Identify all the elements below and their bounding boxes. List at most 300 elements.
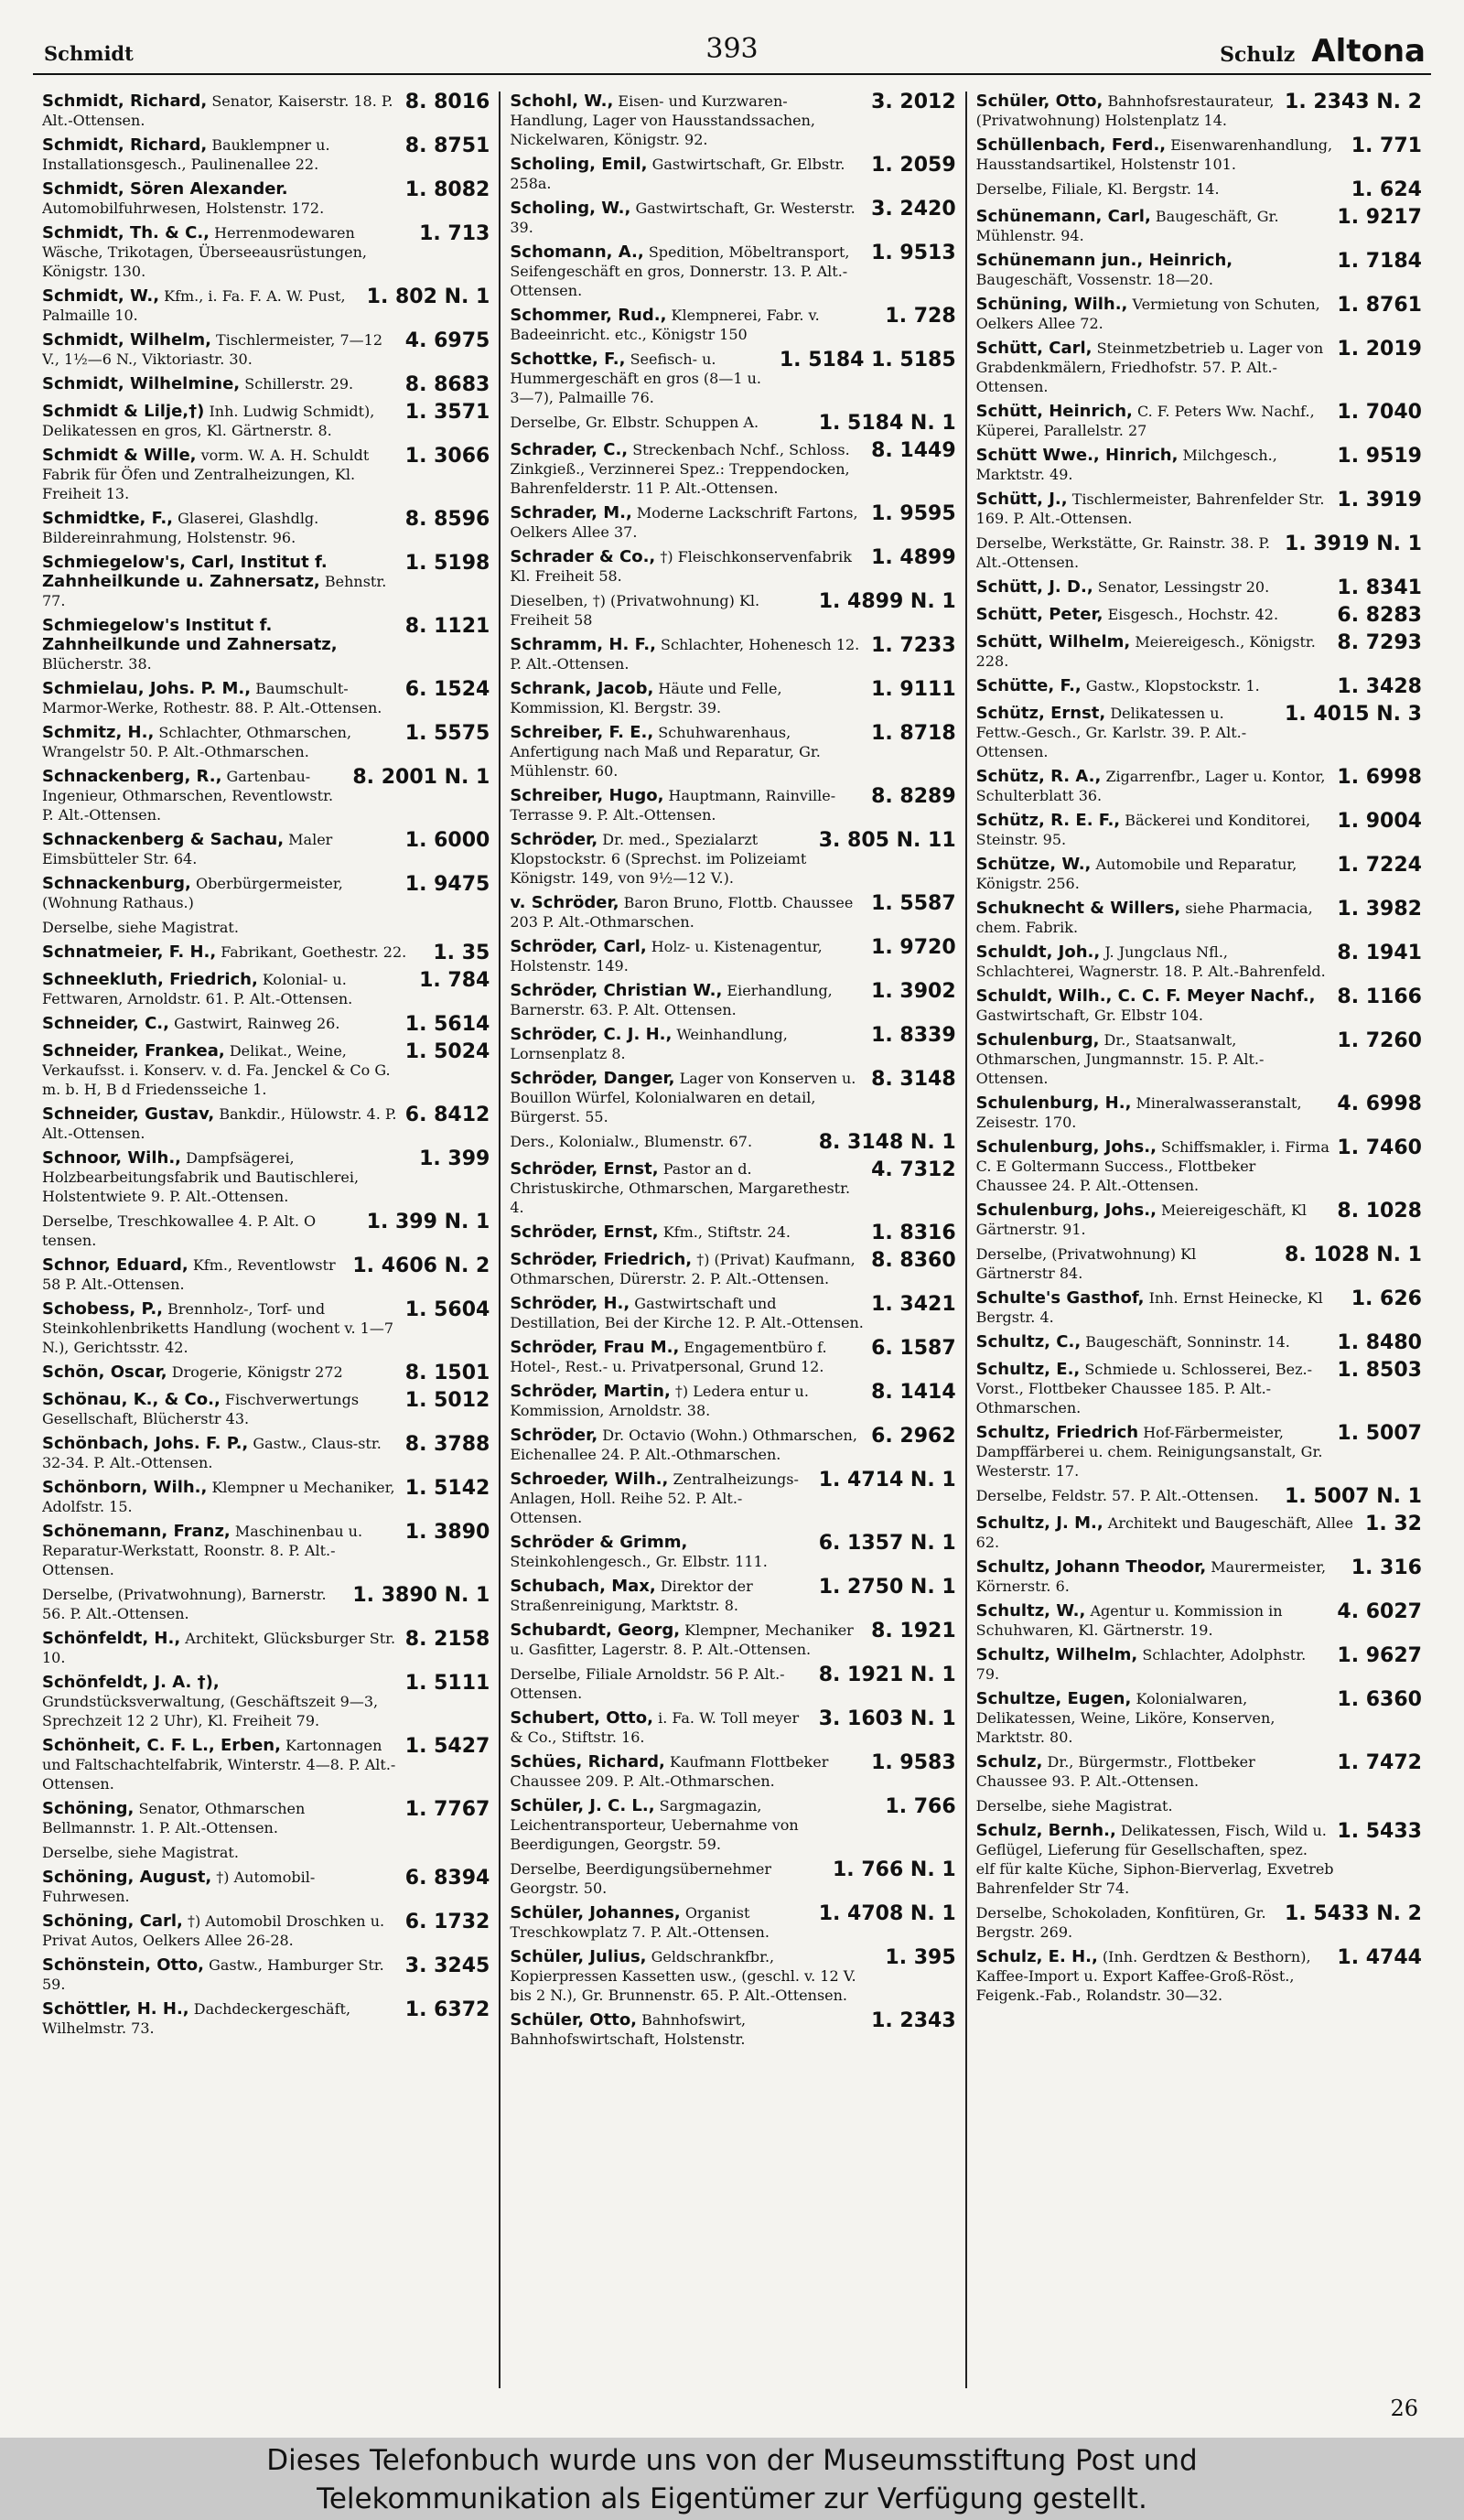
listing-entry: [976, 207, 1422, 245]
phone-number: 1. 5111: [404, 1673, 490, 1695]
subscriber-details: Meiereigeschäft, Kl Gärtnerstr. 91.: [975, 1201, 1308, 1238]
subscriber-details: Klempner u Mechaniker, Adolfstr. 15.: [42, 1479, 395, 1515]
subscriber-details: Eisgesch., Hochstr. 42.: [1107, 606, 1279, 623]
listing-entry: [510, 413, 955, 435]
listing-entry: [42, 723, 490, 761]
listing-column-1: [33, 92, 499, 2388]
listing-entry: [42, 179, 490, 218]
subscriber-details: Sargmagazin, Leichentransporteur, Uebernahme von Beerdigungen, Georgstr. 59.: [510, 1797, 799, 1853]
listing-entry: [510, 1294, 955, 1332]
listing-entry: [42, 135, 490, 174]
subscriber-details: Lager von Konserven u. Bouillon Würfel, Kolonialwaren en detail, Bürgerst. 55.: [510, 1070, 856, 1125]
listing-entry: [510, 1664, 955, 1703]
listing-entry: [510, 1796, 955, 1854]
listing-entry: [510, 723, 955, 781]
subscriber-details: Geldschrankfbr., Kopierpressen Kassetten usw., (geschl. v. 12 V. bis 2 N.), Gr. Brunnenstr. 65. P. Alt.-Ottensen.: [510, 1948, 856, 2004]
subscriber-details: Gastwirtschaft, Gr. Elbstr. 258a.: [510, 156, 845, 192]
subscriber-name: Schmidt & Lilje,†): [42, 402, 205, 421]
listing-entry: [42, 1799, 490, 1837]
phone-number: 1. 7767: [404, 1799, 490, 1821]
listing-entry: [976, 490, 1422, 528]
listing-entry: [510, 981, 955, 1019]
subscriber-name: Schomann, A.,: [510, 242, 644, 262]
subscriber-details: Senator, Othmarschen Bellmannstr. 1. P. Alt.-Ottensen.: [42, 1800, 306, 1836]
subscriber-details: Derselbe, Filiale, Kl. Bergstr. 14.: [975, 180, 1220, 198]
listing-entry: [976, 1821, 1422, 1898]
listing-entry: [976, 577, 1422, 599]
phone-number: 1. 9595: [871, 503, 956, 525]
subscriber-details: Schlachter, Hohenesch 12. P. Alt.-Ottensen.: [510, 636, 860, 673]
subscriber-name: Schütt, J. D.,: [975, 577, 1093, 597]
subscriber-details: Ders., Kolonialw., Blumenstr. 67.: [510, 1133, 753, 1150]
listing-entry: [42, 374, 490, 396]
subscriber-details: Derselbe, Feldstr. 57. P. Alt.-Ottensen.: [975, 1487, 1259, 1504]
subscriber-name: Schüning, Wilh.,: [975, 295, 1128, 314]
listing-entry: [510, 503, 955, 542]
listing-entry: [510, 306, 955, 344]
subscriber-name: Schüler, Otto,: [510, 2010, 638, 2030]
subscriber-name: Schüler, J. C. L.,: [510, 1796, 655, 1815]
listing-entry: [42, 1212, 490, 1250]
phone-number: 1. 9004: [1337, 811, 1422, 833]
listing-entry: [976, 855, 1422, 893]
subscriber-details: Tischlermeister, 7—12 V., 1½—6 N., Viktoriastr. 30.: [42, 331, 383, 368]
listing-entry: [976, 1137, 1422, 1195]
subscriber-name: Schröder, H.,: [510, 1294, 630, 1313]
subscriber-details: Klempnerei, Fabr. v. Badeeinricht. etc., Königstr 150: [510, 307, 820, 343]
listing-entry: [42, 1912, 490, 1950]
phone-number: 8. 1449: [871, 440, 956, 462]
phone-number: 8. 1501: [404, 1362, 490, 1384]
listing-column-3: [965, 92, 1431, 2388]
phone-number: 8. 8683: [404, 374, 490, 396]
listing-entry: [42, 1255, 490, 1294]
subscriber-details: †) Fleischkonservenfabrik Kl. Freiheit 58.: [510, 548, 852, 585]
subscriber-details: Gastwirtschaft, Gr. Elbstr 104.: [975, 1007, 1203, 1024]
listing-entry: [510, 199, 955, 237]
subscriber-name: Schönau, K., & Co.,: [42, 1390, 221, 1409]
phone-number: 1. 3421: [871, 1294, 956, 1316]
subscriber-name: Schönfeldt, H.,: [42, 1629, 181, 1648]
phone-number: 8. 3148: [871, 1069, 956, 1091]
subscriber-details: Milchgesch., Marktstr. 49.: [975, 447, 1277, 483]
subscriber-details: Schillerstr. 29.: [244, 375, 354, 393]
phone-number: 1. 7260: [1337, 1030, 1422, 1052]
subscriber-details: Maschinenbau u. Reparatur-Werkstatt, Roonstr. 8. P. Alt.-Ottensen.: [42, 1523, 363, 1578]
listing-entry: [42, 286, 490, 325]
phone-number: 1. 5184 N. 1: [818, 413, 956, 435]
subscriber-name: Schütz, R. E. F.,: [975, 811, 1121, 830]
subscriber-name: Schönborn, Wilh.,: [42, 1478, 208, 1497]
subscriber-details: Kaufmann Flottbeker Chaussee 209. P. Alt.-Othmarschen.: [510, 1753, 829, 1790]
subscriber-details: Bauklempner u. Installationsgesch., Paulinenallee 22.: [42, 136, 330, 173]
subscriber-name: Schütt, Peter,: [975, 605, 1103, 624]
phone-number: 1. 3571: [404, 402, 490, 424]
phone-number: 8. 2158: [404, 1629, 490, 1651]
listing-entry: [976, 1947, 1422, 2005]
phone-number: 4. 6975: [404, 330, 490, 352]
listing-entry: [42, 1843, 490, 1862]
listing-entry: [510, 1069, 955, 1126]
listing-entry: [42, 970, 490, 1008]
listing-entry: [510, 1947, 955, 2005]
subscriber-details: †) Automobil-Fuhrwesen.: [42, 1868, 316, 1905]
phone-number: 1. 316: [1351, 1557, 1422, 1579]
phone-number: 1. 766: [885, 1796, 956, 1818]
subscriber-name: Schönfeldt, J. A. †),: [42, 1673, 220, 1692]
subscriber-details: †) (Privat) Kaufmann, Othmarschen, Dürerstr. 2. P. Alt.-Ottensen.: [510, 1251, 856, 1287]
banner-line-2: Telekommunikation als Eigentümer zur Verfügung gestellt.: [317, 2482, 1147, 2515]
listing-entry: [510, 1533, 955, 1571]
subscriber-name: Schües, Richard,: [510, 1752, 665, 1772]
subscriber-details: Gastwirtschaft, Gr. Westerstr. 39.: [510, 199, 856, 236]
phone-number: 1. 9111: [871, 679, 956, 701]
subscriber-details: Mineralwasseranstalt, Zeisestr. 170.: [975, 1094, 1302, 1131]
listing-entry: [976, 1689, 1422, 1747]
phone-number: 1. 7040: [1337, 402, 1422, 424]
listing-entry: [42, 767, 490, 824]
subscriber-details: Schlachter, Adolphstr. 79.: [975, 1646, 1307, 1683]
subscriber-details: Bahnhofswirt, Bahnhofswirtschaft, Holstenstr.: [510, 2011, 747, 2048]
subscriber-name: Schröder, Frau M.,: [510, 1338, 680, 1357]
listing-entry: [976, 446, 1422, 484]
phone-number: 6. 1587: [871, 1338, 956, 1360]
phone-number: 8. 8360: [871, 1250, 956, 1272]
subscriber-name: Schulz, E. H.,: [975, 1947, 1098, 1966]
subscriber-details: Derselbe, (Privatwohnung), Barnerstr. 56. P. Alt.-Ottensen.: [42, 1586, 327, 1622]
phone-number: 3. 2420: [871, 199, 956, 221]
subscriber-name: Schmiegelow's, Carl, Institut f. Zahnheilkunde u. Zahnersatz,: [42, 553, 328, 591]
listing-entry: [510, 830, 955, 888]
phone-number: 1. 399 N. 1: [366, 1212, 490, 1233]
subscriber-details: Dampfsägerei, Holzbearbeitungsfabrik und Bautischlerei, Holstentwiete 9. P. Alt.-Ottensen.: [42, 1149, 360, 1205]
listing-entry: [976, 92, 1422, 130]
listing-entry: [42, 1390, 490, 1428]
subscriber-details: Bahnhofsrestaurateur, (Privatwohnung) Holstenplatz 14.: [975, 92, 1275, 129]
phone-number: 1. 4899 N. 1: [818, 591, 956, 613]
phone-number: 1. 8480: [1337, 1332, 1422, 1354]
listing-entry: [976, 1752, 1422, 1791]
listing-entry: [510, 1338, 955, 1376]
subscriber-details: Maler Eimsbütteler Str. 64.: [42, 831, 333, 867]
phone-number: 1. 5007 N. 1: [1285, 1486, 1422, 1508]
phone-number: 1. 626: [1351, 1288, 1422, 1310]
phone-number: 1. 32: [1365, 1513, 1422, 1535]
listing-entry: [42, 1673, 490, 1730]
phone-number: 1. 5575: [404, 723, 490, 745]
listing-entry: [42, 1868, 490, 1906]
phone-number: 8. 1921: [871, 1621, 956, 1642]
listing-entry: [510, 92, 955, 149]
subscriber-details: Drogerie, Königstr 272: [171, 1363, 343, 1381]
subscriber-name: Schohl, W.,: [510, 92, 614, 111]
subscriber-name: Schröder, Danger,: [510, 1069, 675, 1088]
listing-entry: [42, 874, 490, 912]
subscriber-name: Schütz, Ernst,: [975, 704, 1106, 723]
header-city: Altona: [1311, 33, 1426, 70]
subscriber-details: Baumschult-Marmor-Werke, Rothestr. 88. P. Alt.-Ottensen.: [42, 680, 382, 716]
listing-entry: [976, 1093, 1422, 1132]
listing-entry: [510, 591, 955, 630]
subscriber-details: Automobilfuhrwesen, Holstenstr. 172.: [42, 199, 325, 217]
subscriber-name: Schmidt, Richard,: [42, 135, 208, 155]
subscriber-details: Dr., Bürgermstr., Flottbeker Chaussee 93. P. Alt.-Ottensen.: [975, 1753, 1255, 1790]
listing-entry: [510, 635, 955, 673]
listing-entry: [42, 223, 490, 281]
subscriber-details: Agentur u. Kommission in Schuhwaren, Kl. Gärtnerstr. 19.: [975, 1602, 1283, 1639]
subscriber-details: Kfm., i. Fa. F. A. W. Pust, Palmaille 10.: [42, 287, 346, 324]
phone-number: 1. 3890: [404, 1522, 490, 1544]
subscriber-name: Schnackenberg, R.,: [42, 767, 222, 786]
subscriber-details: Kfm., Stiftstr. 24.: [662, 1223, 791, 1241]
subscriber-details: Derselbe, Treschkowallee 4. P. Alt. O tensen.: [42, 1212, 317, 1249]
subscriber-details: Spedition, Möbeltransport, Seifengeschäft en gros, Donnerstr. 13. P. Alt.-Ottensen.: [510, 243, 850, 299]
subscriber-name: Schulte's Gasthof,: [975, 1288, 1145, 1308]
subscriber-details: Kartonnagen und Faltschachtelfabrik, Winterstr. 4—8. P. Alt.-Ottensen.: [42, 1737, 396, 1793]
listing-entry: [510, 1132, 955, 1154]
subscriber-name: Schütte, F.,: [975, 676, 1082, 695]
subscriber-details: Schuhwarenhaus, Anfertigung nach Maß und Reparatur, Gr. Mühlenstr. 60.: [510, 724, 821, 780]
phone-number: 1. 7184: [1337, 251, 1422, 273]
phone-number: 1. 5007: [1337, 1423, 1422, 1445]
subscriber-details: Bankdir., Hülowstr. 4. P. Alt.-Ottensen.: [42, 1105, 397, 1142]
listing-entry: [976, 986, 1422, 1025]
header-left-keyword: Schmidt: [44, 42, 134, 65]
listing-entry: [510, 893, 955, 932]
subscriber-details: Delikat., Weine, Verkaufsst. i. Konserv. v. d. Fa. Jenckel & Co G. m. b. H, B d Friedensseiche 1.: [42, 1042, 391, 1098]
phone-number: 1. 728: [885, 306, 956, 328]
listing-entry: [510, 350, 955, 407]
listing-entry: [42, 509, 490, 547]
phone-number: 1. 8341: [1337, 577, 1422, 599]
phone-number: 1. 4899: [871, 547, 956, 569]
subscriber-details: vorm. W. A. H. Schuldt Fabrik für Öfen und Zentralheizungen, Kl. Freiheit 13.: [42, 447, 370, 502]
subscriber-details: Eisenwarenhandlung, Hausstandsartikel, Holstenstr 101.: [975, 136, 1333, 173]
subscriber-name: Schultz, E.,: [975, 1360, 1081, 1379]
listing-entry: [976, 1201, 1422, 1239]
phone-number: 1. 9475: [404, 874, 490, 896]
subscriber-details: Zentralheizungs-Anlagen, Holl. Reihe 52. P. Alt.-Ottensen.: [510, 1470, 799, 1526]
phone-number: 8. 1028 N. 1: [1285, 1244, 1422, 1266]
listing-entry: [976, 1601, 1422, 1640]
subscriber-name: Schröder, C. J. H.,: [510, 1025, 673, 1044]
phone-number: 4. 6027: [1337, 1601, 1422, 1623]
phone-number: 1. 4708 N. 1: [818, 1903, 956, 1925]
listing-entry: [42, 1041, 490, 1099]
phone-number: 1. 7460: [1337, 1137, 1422, 1159]
subscriber-name: Schultz, W.,: [975, 1601, 1086, 1621]
subscriber-name: Schubert, Otto,: [510, 1708, 653, 1728]
listing-entry: [42, 553, 490, 610]
phone-number: 1. 8718: [871, 723, 956, 745]
listing-entry: [42, 1299, 490, 1357]
phone-number: 8. 1166: [1337, 986, 1422, 1008]
page-number: 393: [705, 33, 759, 65]
phone-number: 8. 2001 N. 1: [352, 767, 490, 789]
phone-number: 1. 3902: [871, 981, 956, 1003]
listing-entry: [42, 1014, 490, 1036]
subscriber-details: †) Ledera entur u. Kommission, Arnoldstr. 38.: [510, 1383, 809, 1419]
listing-entry: [976, 1332, 1422, 1354]
subscriber-name: Schröder, Martin,: [510, 1382, 671, 1401]
subscriber-name: Schnackenberg & Sachau,: [42, 830, 285, 849]
subscriber-details: Moderne Lackschrift Fartons, Oelkers Allee 37.: [510, 504, 858, 541]
subscriber-details: Oberbürgermeister, (Wohnung Rathaus.): [42, 875, 343, 911]
subscriber-name: Schünemann, Carl,: [975, 207, 1151, 226]
subscriber-name: Schneider, Frankea,: [42, 1041, 225, 1061]
subscriber-name: Schmidt, Wilhelmine,: [42, 374, 241, 393]
subscriber-details: Holz- u. Kistenagentur, Holstenstr. 149.: [510, 938, 823, 975]
header-right-keyword: Schulz: [1220, 43, 1296, 67]
phone-number: 1. 4714 N. 1: [818, 1470, 956, 1492]
subscriber-details: Delikatessen, Fisch, Wild u. Geflügel, Lieferung für Gesellschaften, spez. elf für kalte Küche, Siphon-Bierverlag, Exvetreb Bahrenfelder Str 74.: [975, 1822, 1334, 1897]
phone-number: 1. 2750 N. 1: [818, 1577, 956, 1599]
listing-column-2: [499, 92, 964, 2388]
subscriber-details: Blücherstr. 38.: [42, 655, 152, 673]
subscriber-details: Seefisch- u. Hummergeschäft en gros (8—1 u. 3—7), Palmaille 76.: [510, 350, 761, 406]
listing-entry: [976, 135, 1422, 174]
phone-number: 8. 8016: [404, 92, 490, 113]
phone-number: 6. 1357 N. 1: [818, 1533, 956, 1555]
subscriber-name: Schrader, M.,: [510, 503, 632, 522]
subscriber-name: Schröder, Ernst,: [510, 1222, 659, 1242]
subscriber-details: Derselbe, siehe Magistrat.: [975, 1797, 1173, 1815]
phone-number: 1. 8761: [1337, 295, 1422, 317]
subscriber-details: Schmiede u. Schlosserei, Bez.-Vorst., Flottbeker Chaussee 185. P. Alt.-Othmarschen.: [975, 1361, 1313, 1416]
ownership-notice-banner: [0, 2438, 1464, 2520]
subscriber-details: Fabrikant, Goethestr. 22.: [221, 943, 407, 961]
subscriber-details: Grundstücksverwaltung, (Geschäftszeit 9—3, Sprechzeit 12 2 Uhr), Kl. Freiheit 79.: [42, 1693, 379, 1729]
subscriber-name: Schnoor, Wilh.,: [42, 1148, 182, 1168]
phone-number: 1. 766 N. 1: [833, 1859, 956, 1881]
subscriber-name: Schreiber, Hugo,: [510, 786, 664, 805]
phone-number: 1. 6998: [1337, 767, 1422, 789]
listing-entry: [42, 918, 490, 937]
subscriber-name: Schultz, Johann Theodor,: [975, 1557, 1207, 1577]
listing-entry: [510, 440, 955, 498]
phone-number: 1. 8339: [871, 1025, 956, 1047]
phone-number: 8. 1028: [1337, 1201, 1422, 1222]
subscriber-details: Inh. Ludwig Schmidt), Delikatessen en gros, Kl. Gärtnerstr. 8.: [42, 403, 375, 439]
subscriber-name: Schuldt, Wilh., C. C. F. Meyer Nachf.,: [975, 986, 1316, 1006]
subscriber-name: Schulz, Bernh.,: [975, 1821, 1116, 1840]
header-right: [1220, 33, 1426, 70]
subscriber-name: Schön, Oscar,: [42, 1362, 167, 1382]
listing-entry: [42, 1585, 490, 1623]
subscriber-details: Schlachter, Othmarschen, Wrangelstr 50. P. Alt.-Othmarschen.: [42, 724, 352, 760]
phone-number: 1. 5184 1. 5185: [779, 350, 956, 372]
subscriber-details: Derselbe, Filiale Arnoldstr. 56 P. Alt.-Ottensen.: [510, 1665, 785, 1702]
subscriber-name: Schönstein, Otto,: [42, 1955, 204, 1975]
subscriber-name: Schulenburg,: [975, 1030, 1100, 1050]
phone-number: 1. 9627: [1337, 1645, 1422, 1667]
subscriber-details: Klempner, Mechaniker u. Gasfitter, Lagerstr. 8. P. Alt.-Ottensen.: [510, 1621, 854, 1658]
subscriber-details: Dieselben, †) (Privatwohnung) Kl. Freiheit 58: [510, 592, 760, 629]
subscriber-details: Senator, Kaiserstr. 18. P. Alt.-Ottensen.: [42, 92, 393, 129]
phone-number: 6. 8412: [404, 1104, 490, 1126]
subscriber-name: Schnatmeier, F. H.,: [42, 942, 217, 962]
listing-entry: [42, 1148, 490, 1206]
phone-number: 1. 5198: [404, 553, 490, 575]
subscriber-name: Schmidt, Wilhelm,: [42, 330, 211, 350]
page-header: [33, 27, 1431, 75]
phone-number: 1. 5427: [404, 1736, 490, 1758]
subscriber-name: Schöttler, H. H.,: [42, 1999, 189, 2019]
phone-number: 6. 8283: [1337, 605, 1422, 627]
phone-number: 1. 7472: [1337, 1752, 1422, 1774]
subscriber-name: Schommer, Rud.,: [510, 306, 667, 325]
listing-entry: [976, 533, 1422, 572]
phone-number: 1. 5142: [404, 1478, 490, 1500]
subscriber-name: Schultz, J. M.,: [975, 1513, 1103, 1533]
phone-number: 1. 5604: [404, 1299, 490, 1321]
subscriber-details: siehe Pharmacia, chem. Fabrik.: [975, 899, 1313, 936]
subscriber-name: Schultz, C.,: [975, 1332, 1082, 1352]
phone-number: 6. 1524: [404, 679, 490, 701]
subscriber-details: C. F. Peters Ww. Nachf., Küperei, Parallelstr. 27: [975, 403, 1315, 439]
subscriber-name: Schüler, Otto,: [975, 92, 1103, 111]
phone-number: 1. 5024: [404, 1041, 490, 1063]
subscriber-name: Schütt, Wilhelm,: [975, 632, 1131, 652]
subscriber-details: Gastwirtschaft und Destillation, Bei der Kirche 12. P. Alt.-Ottensen.: [510, 1295, 864, 1331]
subscriber-name: Schultz, Wilhelm,: [975, 1645, 1138, 1664]
subscriber-name: Schulz,: [975, 1752, 1043, 1772]
listing-entry: [42, 402, 490, 440]
listing-entry: [510, 679, 955, 717]
phone-number: 1. 3066: [404, 446, 490, 468]
listing-entry: [510, 1577, 955, 1615]
listing-entry: [976, 251, 1422, 289]
phone-number: 1. 395: [885, 1947, 956, 1969]
subscriber-name: Schütz, R. A.,: [975, 767, 1102, 786]
phone-number: 1. 3428: [1337, 676, 1422, 698]
subscriber-details: Gastw., Hamburger Str. 59.: [42, 1956, 384, 1993]
subscriber-details: Gastw., Claus-str. 32-34. P. Alt.-Ottensen.: [42, 1435, 382, 1471]
phone-number: 3. 2012: [871, 92, 956, 113]
subscriber-details: †) Automobil Droschken u. Privat Autos, Oelkers Allee 26-28.: [42, 1912, 385, 1949]
listing-entry: [510, 1470, 955, 1527]
subscriber-name: Schulenburg, Johs.,: [975, 1201, 1157, 1220]
subscriber-name: Schramm, H. F.,: [510, 635, 656, 654]
phone-number: 1. 8503: [1337, 1360, 1422, 1382]
listing-entry: [510, 1222, 955, 1244]
phone-number: 1. 5012: [404, 1390, 490, 1412]
subscriber-name: Schüler, Julius,: [510, 1947, 647, 1966]
subscriber-details: Kolonialwaren, Delikatessen, Weine, Liköre, Konserven, Marktstr. 80.: [975, 1690, 1276, 1746]
phone-number: 8. 8289: [871, 786, 956, 808]
subscriber-name: Schuldt, Joh.,: [975, 942, 1101, 962]
phone-number: 6. 2962: [871, 1426, 956, 1448]
subscriber-name: Schottke, F.,: [510, 350, 626, 369]
phone-number: 1. 4015 N. 3: [1285, 704, 1422, 726]
subscriber-details: Kfm., Reventlowstr 58 P. Alt.-Ottensen.: [42, 1256, 336, 1293]
phone-number: 1. 2343: [871, 2010, 956, 2032]
listing-entry: [976, 942, 1422, 981]
phone-number: 8. 3788: [404, 1434, 490, 1456]
subscriber-details: Hof-Färbermeister, Dampffärberei u. chem. Reinigungsanstalt, Gr. Westerstr. 17.: [975, 1424, 1323, 1480]
subscriber-details: Hauptmann, Rainville-Terrasse 9. P. Alt.-Ottensen.: [510, 787, 836, 824]
phone-number: 8. 7293: [1337, 632, 1422, 654]
listing-entry: [510, 937, 955, 975]
listing-entry: [976, 1244, 1422, 1283]
phone-number: 1. 4606 N. 2: [352, 1255, 490, 1277]
subscriber-name: Schmidtke, F.,: [42, 509, 173, 528]
listing-entry: [976, 1486, 1422, 1508]
subscriber-details: Gastwirt, Rainweg 26.: [174, 1015, 340, 1032]
phone-number: 1. 8082: [404, 179, 490, 201]
phone-number: 1. 5433 N. 2: [1285, 1903, 1422, 1925]
subscriber-name: Schroeder, Wilh.,: [510, 1470, 669, 1489]
